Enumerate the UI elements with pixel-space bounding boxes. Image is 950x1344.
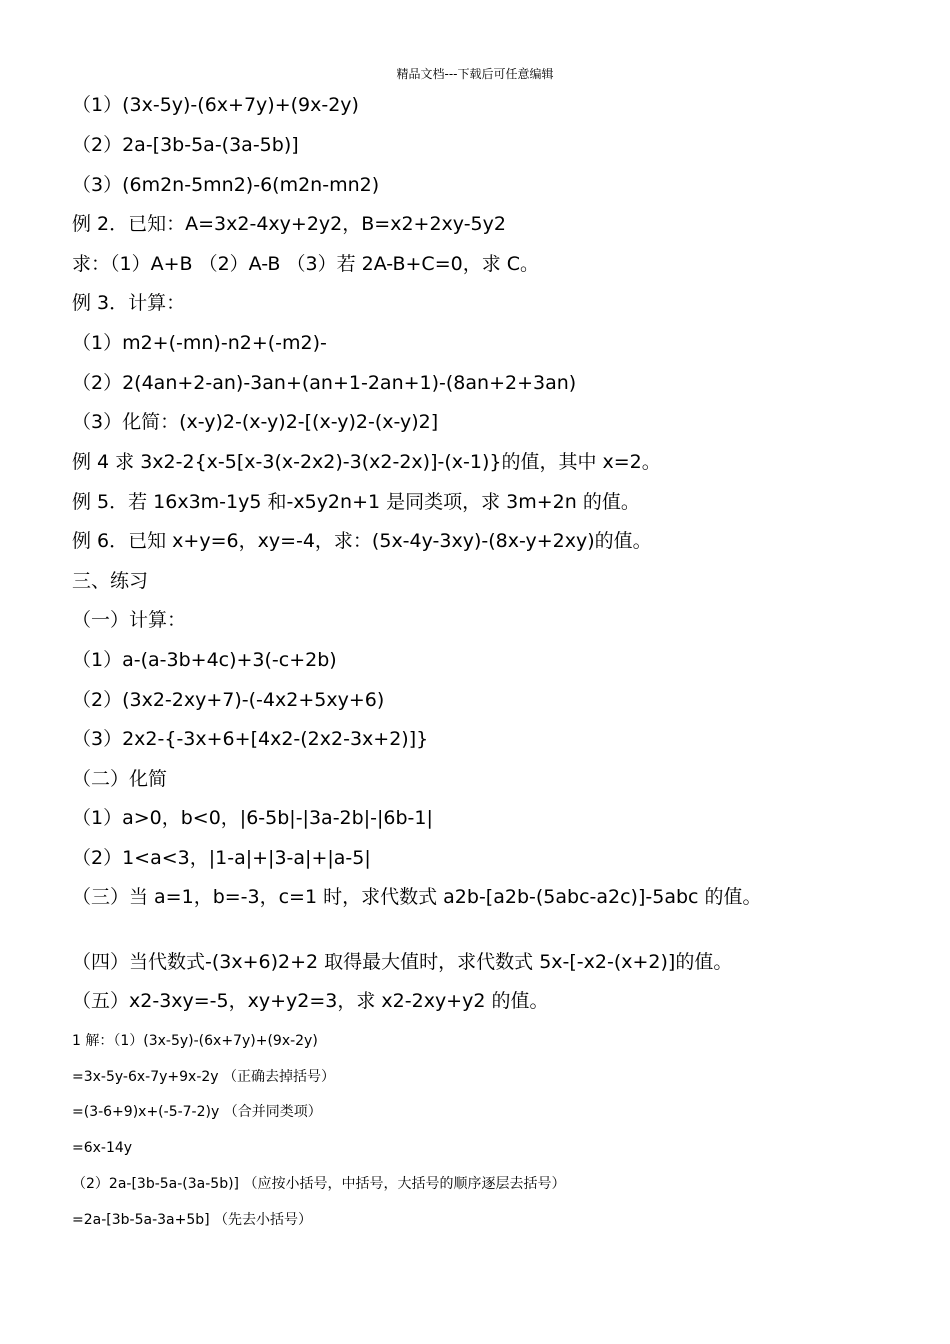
solution-line-1: 1 解：（1）(3x-5y)-(6x+7y)+(9x-2y) xyxy=(72,1033,318,1049)
practice-part-3-line: （三）当 a=1，b=-3，c=1 时，求代数式 a2b-[a2b-(5abc-a2c)]-5abc 的值。 xyxy=(72,886,762,908)
example-3-item-3: （3）化简：(x-y)2-(x-y)2-[(x-y)2-(x-y)2] xyxy=(72,411,439,433)
practice-part-5-line: （五）x2-3xy=-5，xy+y2=3，求 x2-2xy+y2 的值。 xyxy=(72,990,549,1012)
practice-part-4-line: （四）当代数式-(3x+6)2+2 取得最大值时，求代数式 5x-[-x2-(x+2)]的值。 xyxy=(72,951,733,973)
example-3-title: 例 3．计算： xyxy=(72,292,186,314)
practice-1-item-3: （3）2x2-{-3x+6+[4x2-(2x2-3x+2)]} xyxy=(72,728,429,750)
practice-1-item-1: （1）a-(a-3b+4c)+3(-c+2b) xyxy=(72,649,337,671)
example-6-line: 例 6．已知 x+y=6，xy=-4，求：(5x-4y-3xy)-(8x-y+2xy)的值。 xyxy=(72,530,652,552)
example-3-item-1: （1）m2+(-mn)-n2+(-m2)- xyxy=(72,332,327,354)
exercise-line-2: （2）2a-[3b-5a-(3a-5b)] xyxy=(72,134,299,156)
section-practice-title: 三、练习 xyxy=(72,570,149,592)
exercise-line-1: （1）(3x-5y)-(6x+7y)+(9x-2y) xyxy=(72,94,359,116)
example-5-line: 例 5．若 16x3m-1y5 和-x5y2n+1 是同类项，求 3m+2n 的值。 xyxy=(72,491,640,513)
example-2-question: 求：（1）A+B （2）A-B （3）若 2A-B+C=0，求 C。 xyxy=(72,253,540,275)
solution-line-6: =2a-[3b-5a-3a+5b] （先去小括号） xyxy=(72,1212,313,1228)
practice-1-item-2: （2）(3x2-2xy+7)-(-4x2+5xy+6) xyxy=(72,689,385,711)
solution-line-3: =(3-6+9)x+(-5-7-2)y （合并同类项） xyxy=(72,1104,322,1120)
example-4-line: 例 4 求 3x2-2{x-5[x-3(x-2x2)-3(x2-2x)]-(x-1)}的值，其中 x=2。 xyxy=(72,451,661,473)
solution-line-5: （2）2a-[3b-5a-(3a-5b)] （应按小括号，中括号，大括号的顺序逐层去括号） xyxy=(72,1176,566,1192)
practice-part-2-title: （二）化简 xyxy=(72,768,168,790)
practice-2-item-2: （2）1<a<3，|1-a|+|3-a|+|a-5| xyxy=(72,847,371,869)
practice-part-1-title: （一）计算： xyxy=(72,609,187,631)
solution-line-2: =3x-5y-6x-7y+9x-2y （正确去掉括号） xyxy=(72,1069,336,1085)
example-2-line: 例 2．已知：A=3x2-4xy+2y2，B=x2+2xy-5y2 xyxy=(72,213,506,235)
practice-2-item-1: （1）a>0，b<0，|6-5b|-|3a-2b|-|6b-1| xyxy=(72,807,433,829)
solution-line-4: =6x-14y xyxy=(72,1140,133,1156)
exercise-line-3: （3）(6m2n-5mn2)-6(m2n-mn2) xyxy=(72,174,380,196)
page-header: 精品文档---下载后可任意编辑 xyxy=(396,67,554,81)
example-3-item-2: （2）2(4an+2-an)-3an+(an+1-2an+1)-(8an+2+3an) xyxy=(72,372,577,394)
